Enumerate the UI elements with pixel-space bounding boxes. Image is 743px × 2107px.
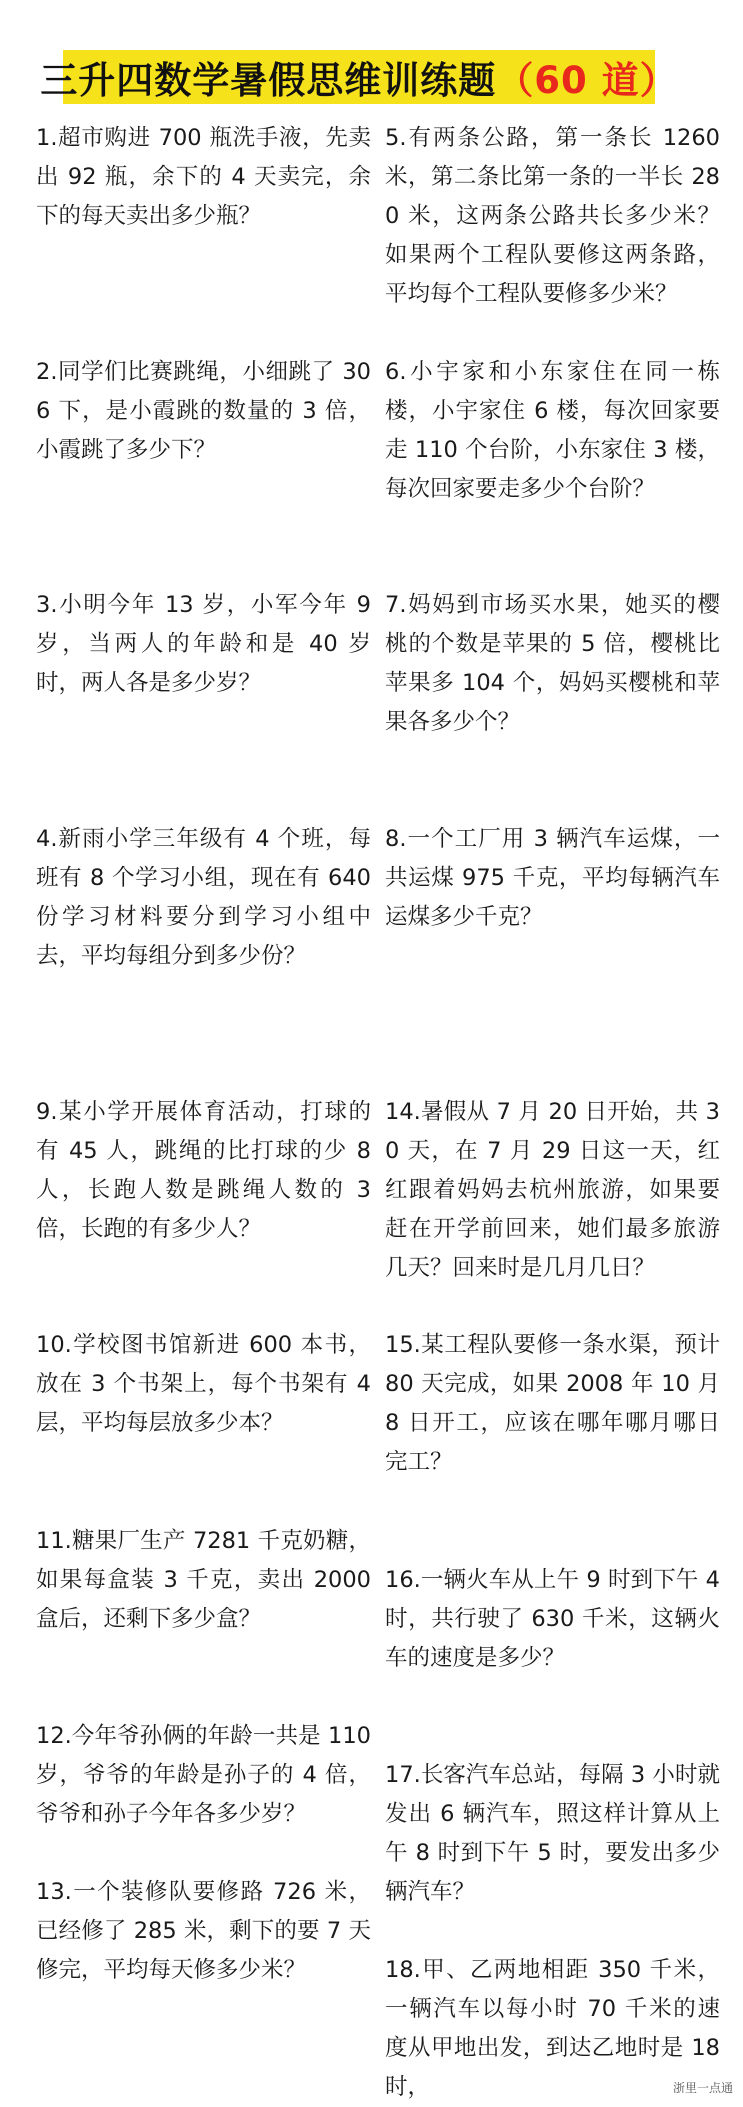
page-title: 三升四数学暑假思维训练题 xyxy=(40,59,497,102)
question-14: 14.暑假从 7 月 20 日开始，共 30 天，在 7 月 29 日这一天，红红跟着妈妈去杭州旅游，如果要赶在开学前回来，她们最多旅游几天？回来时是几月几日？ xyxy=(385,1099,720,1281)
question-18: 18.甲、乙两地相距 350 千米，一辆汽车以每小时 70 千米的速度从甲地出发，到达乙地时是 18 时， xyxy=(385,1957,720,2100)
question-15: 15.某工程队要修一条水渠，预计 80 天完成，如果 2008 年 10 月 8 日开工，应该在哪年哪月哪日完工？ xyxy=(385,1332,720,1475)
question-3: 3.小明今年 13 岁，小军今年 9 岁，当两人的年龄和是 40 岁时，两人各是多少岁？ xyxy=(36,592,371,696)
question-11: 11.糖果厂生产 7281 千克奶糖，如果每盒装 3 千克，卖出 2000 盒后，还剩下多少盒？ xyxy=(36,1528,371,1632)
question-12: 12.今年爷孙俩的年龄一共是 110 岁，爷爷的年龄是孙子的 4 倍，爷爷和孙子今年各多少岁？ xyxy=(36,1723,371,1827)
question-10: 10.学校图书馆新进 600 本书，放在 3 个书架上，每个书架有 4 层，平均每层放多少本？ xyxy=(36,1332,371,1436)
question-6: 6.小宇家和小东家住在同一栋楼，小宇家住 6 楼，每次回家要走 110 个台阶，小东家住 3 楼，每次回家要走多少个台阶？ xyxy=(385,359,720,502)
question-7: 7.妈妈到市场买水果，她买的樱桃的个数是苹果的 5 倍，樱桃比苹果多 104 个，妈妈买樱桃和苹果各多少个？ xyxy=(385,592,720,735)
question-5: 5.有两条公路，第一条长 1260 米，第二条比第一条的一半长 280 米，这两条公路共长多少米？如果两个工程队要修这两条路，平均每个工程队要修多少米？ xyxy=(385,125,720,307)
question-17: 17.长客汽车总站，每隔 3 小时就发出 6 辆汽车，照这样计算从上午 8 时到下午 5 时，要发出多少辆汽车？ xyxy=(385,1762,720,1905)
question-8: 8.一个工厂用 3 辆汽车运煤，一共运煤 975 千克，平均每辆汽车运煤多少千克？ xyxy=(385,826,720,930)
question-13: 13.一个装修队要修路 726 米，已经修了 285 米，剩下的要 7 天修完，平均每天修多少米？ xyxy=(36,1879,371,1983)
watermark: 浙里一点通 xyxy=(672,2081,733,2095)
question-1: 1.超市购进 700 瓶洗手液，先卖出 92 瓶，余下的 4 天卖完，余下的每天卖出多少瓶？ xyxy=(36,125,371,229)
question-16: 16.一辆火车从上午 9 时到下午 4 时，共行驶了 630 千米，这辆火车的速度是多少？ xyxy=(385,1567,720,1671)
question-count: （60 道） xyxy=(496,59,678,102)
page-title-banner xyxy=(40,50,678,104)
question-4: 4.新雨小学三年级有 4 个班，每班有 8 个学习小组，现在有 640 份学习材料要分到学习小组中去，平均每组分到多少份？ xyxy=(36,826,371,969)
question-2: 2.同学们比赛跳绳，小细跳了 306 下，是小霞跳的数量的 3 倍，小霞跳了多少下？ xyxy=(36,359,371,463)
question-9: 9.某小学开展体育活动，打球的有 45 人，跳绳的比打球的少 8 人，长跑人数是跳绳人数的 3 倍，长跑的有多少人？ xyxy=(36,1099,371,1242)
